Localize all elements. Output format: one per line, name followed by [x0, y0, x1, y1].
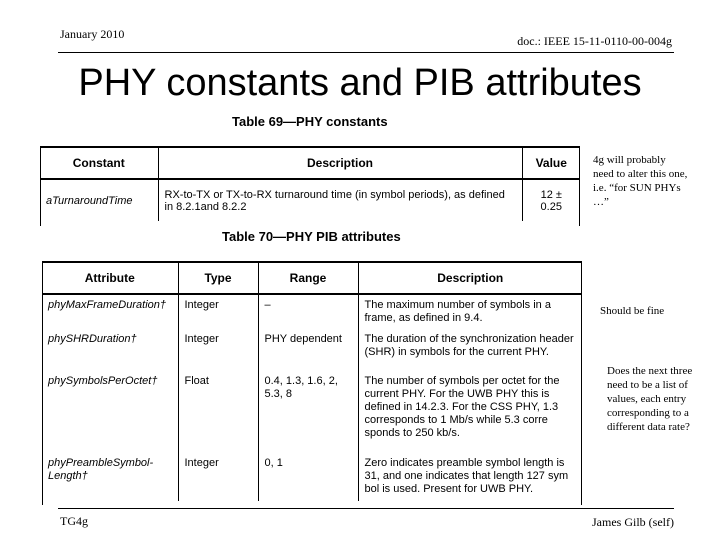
value-cell: 12 ± 0.25: [522, 179, 580, 221]
table70-caption: Table 70—PHY PIB attributes: [222, 229, 401, 244]
phy-pib-attributes-table: [42, 261, 582, 501]
attribute-cell: phySHRDuration†: [48, 333, 137, 345]
range-cell: 0, 1: [258, 453, 358, 501]
column-header: Value: [522, 147, 580, 179]
footer-author: James Gilb (self): [592, 515, 674, 529]
column-header: Range: [258, 262, 358, 294]
table-row: [42, 294, 582, 329]
footer-group: TG4g: [60, 514, 88, 528]
column-header: Constant: [40, 147, 158, 179]
description-cell: The number of symbols per octet for the current PHY. For the UWB PHY this is defined in 14.2.3. For the CSS PHY, 1.3 corresponds to 1 Mb/s while 5.3 corre sponds to 250 kb/s.: [358, 371, 582, 453]
table-header-row: [42, 262, 582, 294]
column-header: Attribute: [42, 262, 178, 294]
table-row: [42, 371, 582, 453]
header-date: January 2010: [60, 27, 125, 41]
type-cell: Float: [178, 371, 258, 453]
attribute-cell: phySymbolsPerOctet†: [48, 375, 158, 387]
column-header: Description: [358, 262, 582, 294]
description-cell: Zero indicates preamble symbol length is 31, and one indicates that length 127 sym bol is used. Present for UWB PHY.: [358, 453, 582, 501]
range-cell: –: [258, 294, 358, 329]
column-header: Description: [158, 147, 522, 179]
annotation-note-sun-phys: 4g will probably need to alter this one, i.e. “for SUN PHYs …”: [593, 154, 688, 208]
range-cell: PHY dependent: [258, 329, 358, 371]
range-cell: 0.4, 1.3, 1.6, 2, 5.3, 8: [258, 371, 358, 453]
phy-constants-table: [40, 146, 580, 221]
table69-caption: Table 69—PHY constants: [232, 114, 388, 129]
constant-cell: aTurnaroundTime: [40, 179, 158, 221]
description-cell: RX-to-TX or TX-to-RX turnaround time (in symbol periods), as defined in 8.2.1and 8.2.2: [158, 179, 522, 221]
footer-divider: [58, 508, 674, 509]
table-row: [42, 329, 582, 371]
column-header: Type: [178, 262, 258, 294]
table-header-row: [40, 147, 580, 179]
table-row: [40, 179, 580, 221]
attribute-cell: phyPreambleSymbol-Length†: [48, 457, 154, 482]
attribute-cell: phyMaxFrameDuration†: [48, 299, 166, 311]
annotation-note-should-be-fine: Should be fine: [600, 305, 665, 317]
type-cell: Integer: [178, 294, 258, 329]
type-cell: Integer: [178, 329, 258, 371]
header-doc-id: doc.: IEEE 15-11-0110-00-004g: [517, 34, 672, 48]
description-cell: The maximum number of symbols in a frame, as defined in 9.4.: [358, 294, 582, 329]
header-divider: [58, 52, 674, 53]
annotation-note-list-of-values: Does the next three need to be a list of values, each entry corresponding to a different data rate?: [607, 365, 693, 433]
type-cell: Integer: [178, 453, 258, 501]
slide-title: PHY constants and PIB attributes: [78, 62, 642, 104]
description-cell: The duration of the synchronization header (SHR) in symbols for the current PHY.: [358, 329, 582, 371]
table-row: [42, 453, 582, 501]
